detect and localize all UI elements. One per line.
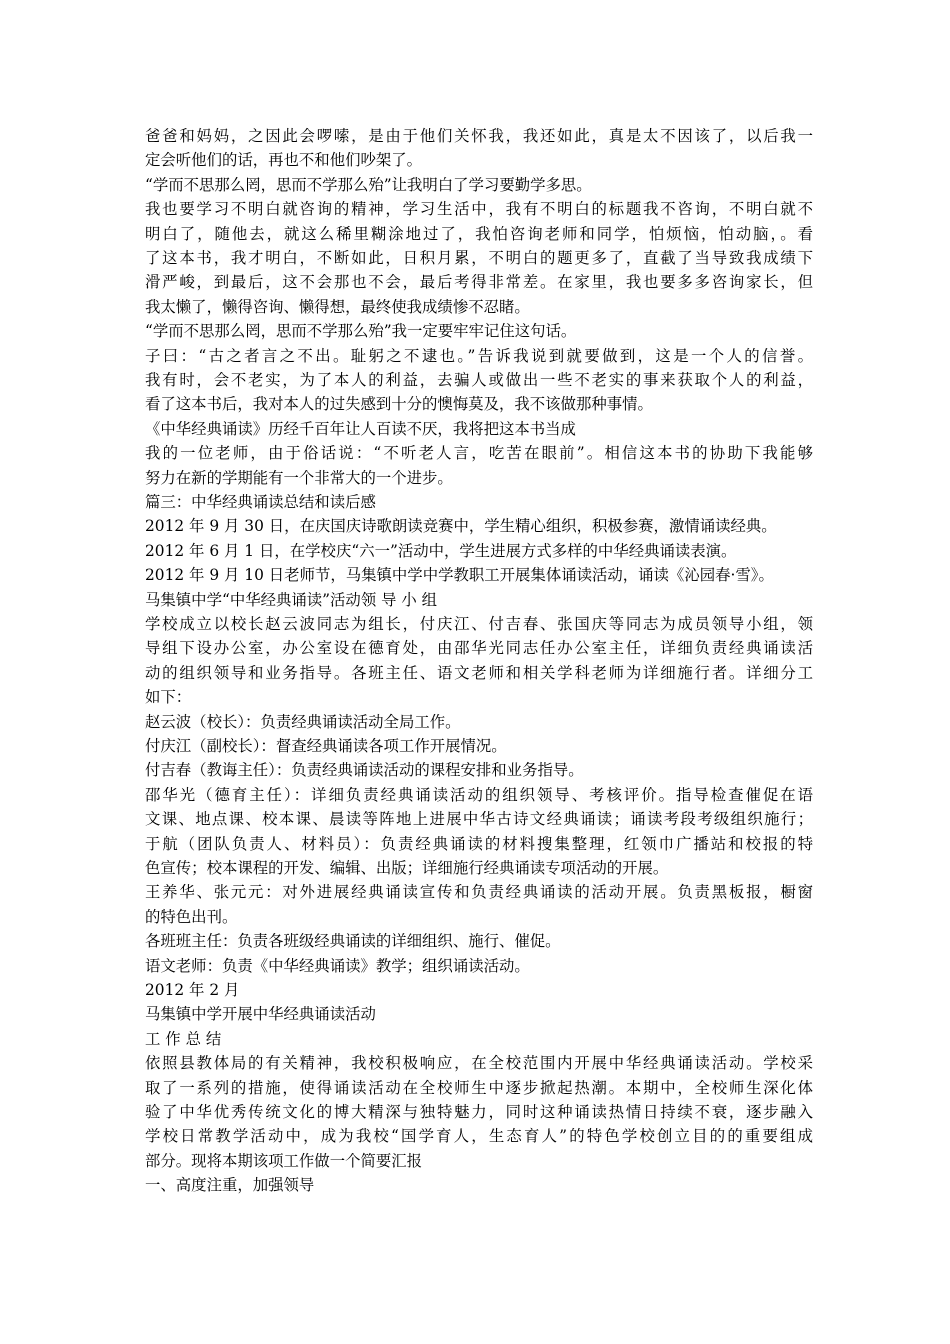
text-line: 马集镇中学开展中华经典诵读活动 bbox=[145, 1005, 376, 1024]
text-line: 依照县教体局的有关精神，我校积极响应，在全校范围内开展中华经典诵读活动。学校采 bbox=[145, 1054, 813, 1073]
text-line: 看了这本书后，我对本人的过失感到十分的懊悔莫及，我不该做那种事情。 bbox=[145, 395, 653, 414]
text-line: “学而不思那么罔，思而不学那么殆”我一定要牢牢记住这句话。 bbox=[145, 322, 577, 341]
text-line: 子曰：“古之者言之不出。耻躬之不逮也。”告诉我说到就要做到，这是一个人的信誉。 bbox=[145, 346, 813, 365]
text-line: 赵云波（校长）：负责经典诵读活动全局工作。 bbox=[145, 712, 461, 731]
text-line: 付吉春（教诲主任）：负责经典诵读活动的课程安排和业务指导。 bbox=[145, 761, 584, 780]
text-line: 明白了，随他去，就这么稀里糊涂地过了，我怕咨询老师和同学，怕烦恼，怕动脑，。看 bbox=[145, 224, 813, 243]
text-line: 色宣传；校本课程的开发、编辑、出版；详细施行经典诵读专项活动的开展。 bbox=[145, 858, 669, 877]
text-line: 定会听他们的话，再也不和他们吵架了。 bbox=[145, 151, 423, 170]
text-line: 了这本书，我才明白，不断如此，日积月累，不明白的题更多了，直截了当导致我成绩下 bbox=[145, 248, 813, 267]
text-line: 学校成立以校长赵云波同志为组长，付庆江、付吉春、张国庆等同志为成员领导小组，领 bbox=[145, 615, 813, 633]
text-line: 工 作 总 结 bbox=[145, 1029, 222, 1048]
text-line: 于航（团队负责人、材料员）：负责经典诵读的材料搜集整理，红领巾广播站和校报的特 bbox=[145, 834, 813, 853]
document-body bbox=[145, 124, 813, 1198]
text-line: 一、高度注重，加强领导 bbox=[145, 1176, 315, 1195]
text-line: 我有时，会不老实，为了本人的利益，去骗人或做出一些不老实的事来获取个人的利益， bbox=[145, 370, 813, 389]
text-line: 我也要学习不明白就咨询的精神，学习生活中，我有不明白的标题我不咨询，不明白就不 bbox=[145, 200, 813, 219]
text-line: 部分。现将本期该项工作做一个简要汇报 bbox=[145, 1151, 423, 1170]
text-line: 导组下设办公室，办公室设在德育处，由邵华光同志任办公室主任，详细负责经典诵读活 bbox=[145, 639, 813, 658]
text-line: 努力在新的学期能有一个非常大的一个进步。 bbox=[145, 468, 453, 487]
text-line: 篇三：中华经典诵读总结和读后感 bbox=[145, 492, 376, 511]
text-line: 如下： bbox=[145, 688, 192, 707]
text-line: 的特色出刊。 bbox=[145, 907, 238, 926]
text-line: 2012 年 9 月 30 日，在庆国庆诗歌朗读竞赛中，学生精心组织，积极参赛，激情诵读经典。 bbox=[145, 517, 777, 536]
text-line: 文课、地点课、校本课、晨读等阵地上进展中华古诗文经典诵读；诵读考段考级组织施行； bbox=[145, 810, 813, 829]
text-line: 滑严峻，到最后，这不会那也不会，最后考得非常差。在家里，我也要多多咨询家长，但 bbox=[145, 273, 813, 292]
text-line: 邵华光（德育主任）：详细负责经典诵读活动的组织领导、考核评价。指导检查催促在语 bbox=[145, 785, 813, 804]
text-line: 王养华、张元元：对外进展经典诵读宣传和负责经典诵读的活动开展。负责黑板报，橱窗 bbox=[145, 883, 813, 902]
text-line: 取了一系列的措施，使得诵读活动在全校师生中逐步掀起热潮。本期中，全校师生深化体 bbox=[145, 1078, 813, 1097]
text-line: 语文老师：负责《中华经典诵读》教学；组织诵读活动。 bbox=[145, 956, 530, 975]
text-line: 动的组织领导和业务指导。各班主任、语文老师和相关学科老师为详细施行者。详细分工 bbox=[145, 663, 813, 682]
text-line: 我的一位老师，由于俗话说：“不听老人言，吃苦在眼前”。相信这本书的协助下我能够 bbox=[145, 444, 813, 463]
text-line: 马集镇中学“中华经典诵读”活动领 导 小 组 bbox=[145, 590, 438, 609]
text-line: 2012 年 6 月 1 日，在学校庆“六一”活动中，学生进展方式多样的中华经典诵读表演。 bbox=[145, 541, 737, 560]
text-line: 2012 年 2 月 bbox=[145, 980, 240, 999]
text-line: 我太懒了，懒得咨询、懒得想，最终使我成绩惨不忍睹。 bbox=[145, 297, 530, 316]
text-line: 2012 年 9 月 10 日老师节，马集镇中学中学教职工开展集体诵读活动，诵读《沁园春·雪》。 bbox=[145, 566, 774, 585]
text-line: 付庆江（副校长）：督查经典诵读各项工作开展情况。 bbox=[145, 736, 507, 755]
text-line: 爸爸和妈妈，之因此会啰嗦，是由于他们关怀我，我还如此，真是太不因该了，以后我一 bbox=[145, 127, 813, 145]
text-line: 各班班主任：负责各班级经典诵读的详细组织、施行、催促。 bbox=[145, 932, 561, 951]
text-line: “学而不思那么罔，思而不学那么殆”让我明白了学习要勤学多思。 bbox=[145, 175, 592, 194]
text-line: 《中华经典诵读》历经千百年让人百读不厌，我将把这本书当成 bbox=[145, 419, 576, 438]
text-line: 验了中华优秀传统文化的博大精深与独特魅力，同时这种诵读热情日持续不衰，逐步融入 bbox=[145, 1102, 813, 1121]
text-line: 学校日常教学活动中，成为我校“国学育人，生态育人”的特色学校创立目的的重要组成 bbox=[145, 1127, 813, 1146]
